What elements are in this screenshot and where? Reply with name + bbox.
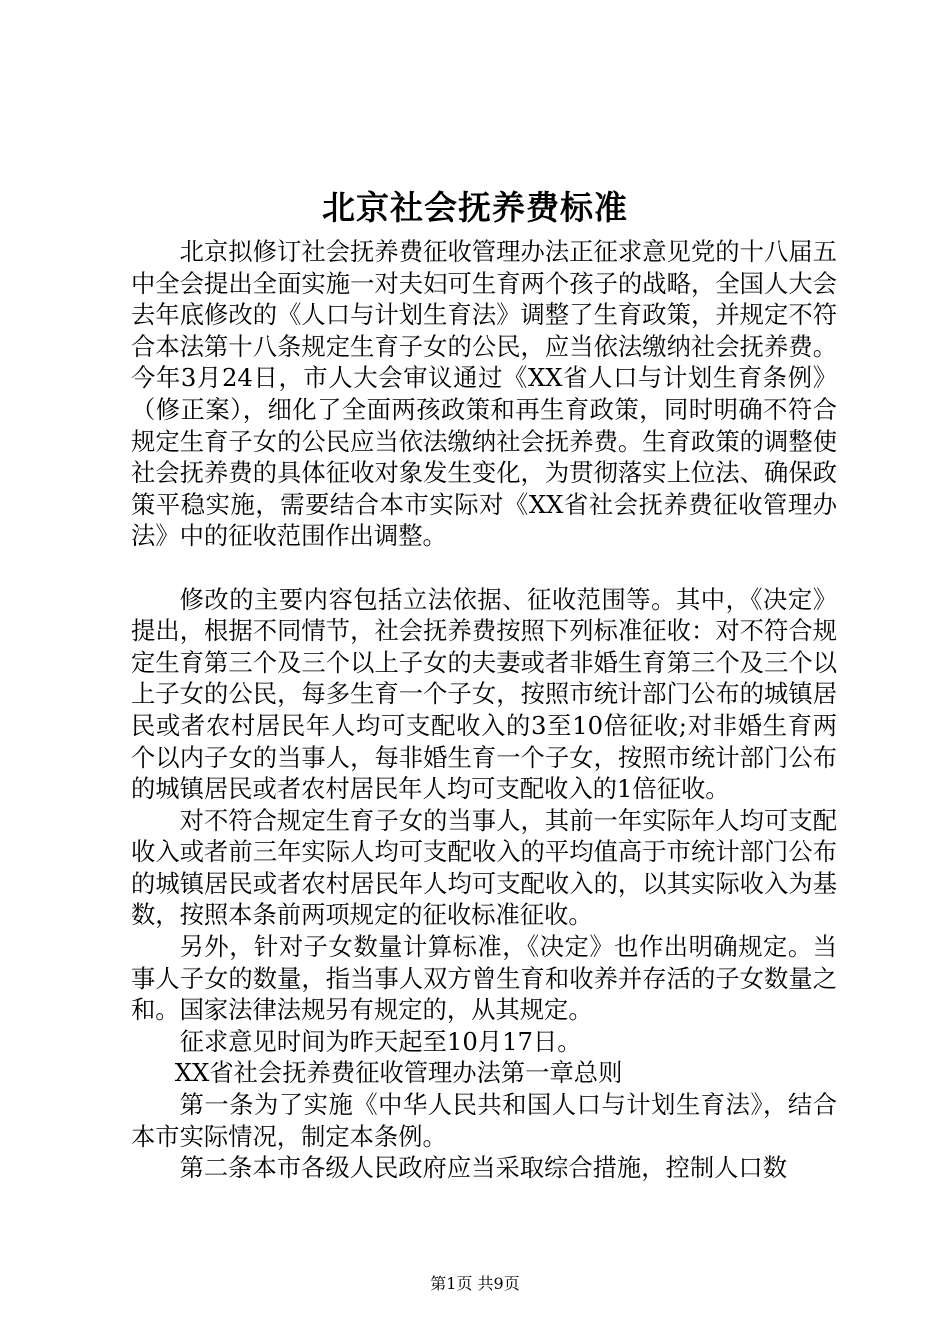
document-title: 北京社会抚养费标准 [322, 188, 628, 227]
paragraph-intro: 北京拟修订社会抚养费征收管理办法正征求意见党的十八届五中全会提出全面实施一对夫妇可生育两个孩子的战略，全国人大会去年底修改的《人口与计划生育法》调整了生育政策，并规定不符合本法第十八条规定生育子女的公民，应当依法缴纳社会抚养费。今年3月24日，市人大会审议通过《XX省人口与计划生育条例》（修正案），细化了全面两孩政策和再生育政策，同时明确不符合规定生育子女的公民应当依法缴纳社会抚养费。生育政策的调整使社会抚养费的具体征收对象发生变化，为贯彻落实上位法、确保政策平稳实施，需要结合本市实际对《XX省社会抚养费征收管理办法》中的征收范围作出调整。 [131, 237, 837, 551]
paragraph-chapter-heading: XX省社会抚养费征收管理办法第一章总则 [174, 1058, 623, 1088]
paragraph-comment-period: 征求意见时间为昨天起至10月17日。 [179, 1026, 582, 1056]
document-body [131, 236, 837, 1184]
paragraph-child-count: 另外，针对子女数量计算标准，《决定》也作出明确规定。当事人子女的数量，指当事人双方曾生育和收养并存活的子女数量之和。国家法律法规另有规定的，从其规定。 [131, 932, 837, 1025]
paragraph-article-two: 第二条本市各级人民政府应当采取综合措施，控制人口数 [179, 1153, 788, 1183]
paragraph-article-one: 第一条为了实施《中华人民共和国人口与计划生育法》，结合本市实际情况，制定本条例。 [131, 1090, 837, 1151]
paragraph-main-content: 修改的主要内容包括立法依据、征收范围等。其中，《决定》提出，根据不同情节，社会抚养费按照下列标准征收：对不符合规定生育第三个及三个以上子女的夫妻或者非婚生育第三个及三个以上子女的公民，每多生育一个子女，按照市统计部门公布的城镇居民或者农村居民年人均可支配收入的3至10倍征收;对非婚生育两个以内子女的当事人，每非婚生育一个子女，按照市统计部门公布的城镇居民或者农村居民年人均可支配收入的1倍征收。 [131, 584, 837, 804]
paragraph-income-basis: 对不符合规定生育子女的当事人，其前一年实际年人均可支配收入或者前三年实际人均可支配收入的平均值高于市统计部门公布的城镇居民或者农村居民年人均可支配收入的，以其实际收入为基数，按照本条前两项规定的征收标准征收。 [131, 805, 837, 930]
page-number-footer: 第1页 共9页 [430, 1274, 520, 1293]
